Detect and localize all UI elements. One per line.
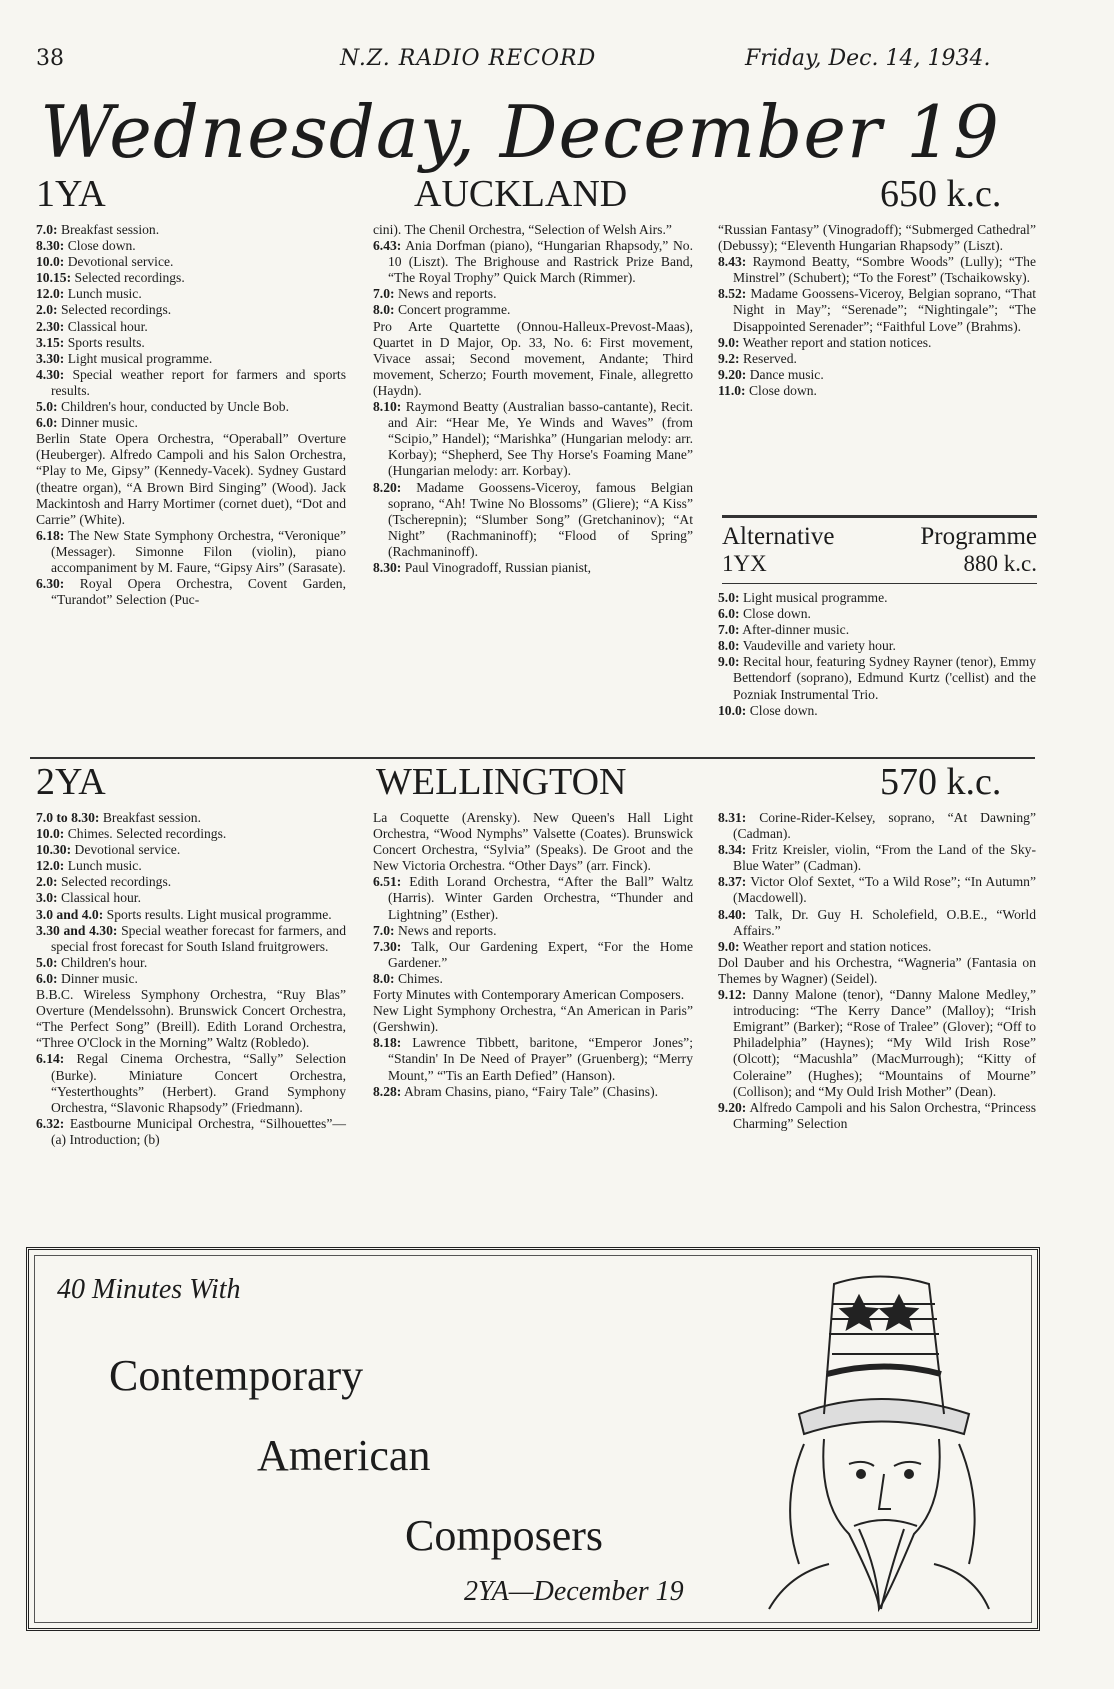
- programme-item: [718, 638, 1036, 654]
- programme-item: [373, 302, 693, 318]
- programme-text: Victor Olof Sextet, “To a Wild Rose”; “In Autumn” (Macdowell).: [733, 874, 1036, 906]
- programme-item: [718, 810, 1036, 842]
- programme-item: [36, 431, 346, 528]
- programme-time: 10.0:: [36, 254, 65, 270]
- programme-time: 8.43:: [718, 254, 747, 270]
- programme-item: [36, 399, 346, 415]
- programme-time: 8.31:: [718, 810, 747, 825]
- programme-time: 3.30 and 4.30:: [36, 922, 118, 938]
- programme-item: [36, 842, 346, 858]
- programme-text: Special weather forecast for farmers, and special frost forecast for South Island fruitgrowers.: [51, 922, 346, 954]
- programme-time: 9.20:: [718, 1099, 747, 1115]
- programme-item: [718, 955, 1036, 987]
- programme-item: [718, 590, 1036, 606]
- alt-freq: 880 k.c.: [963, 551, 1037, 576]
- programme-item: [36, 907, 346, 923]
- programme-item: [373, 222, 693, 238]
- advertisement-box: [26, 1247, 1040, 1631]
- alternative-top-rule: [722, 515, 1037, 518]
- alt-call: 1YX: [722, 551, 767, 576]
- programme-text: Forty Minutes with Contemporary American Composers.: [373, 987, 685, 1003]
- auckland-column-1: [36, 222, 346, 608]
- programme-item: [36, 987, 346, 1051]
- programme-time: 8.30:: [373, 559, 402, 575]
- programme-text: New Light Symphony Orchestra, “An American in Paris” (Gershwin).: [373, 1003, 693, 1035]
- programme-text: Special weather report for farmers and sports results.: [51, 366, 346, 398]
- programme-item: [718, 351, 1036, 367]
- station-freq-2ya: 570 k.c.: [880, 761, 1002, 803]
- programme-item: [36, 1116, 346, 1148]
- programme-item: [36, 222, 346, 238]
- programme-item: [373, 874, 693, 922]
- programme-item: [718, 335, 1036, 351]
- programme-time: 9.2:: [718, 350, 740, 366]
- programme-time: 8.28:: [373, 1083, 402, 1099]
- programme-time: 2.0:: [36, 302, 58, 318]
- programme-item: [36, 238, 346, 254]
- programme-text: Alfredo Campoli and his Salon Orchestra, “Princess Charming” Selection: [733, 1099, 1036, 1131]
- programme-text: Madame Goossens-Viceroy, famous Belgian soprano, “Ah! Twine No Blossoms” (Gliere); “A Kiss” (Tscherepnin); “Slumber Song” (Gretchaninov); “At Night” (Rachmaninoff); “Flood of Spring” (Rachmaninoff).: [388, 479, 693, 559]
- programme-text: La Coquette (Arensky). New Queen's Hall Light Orchestra, “Wood Nymphs” Valsette (Coates). Brunswick Concert Orchestra, “Sylvia” (Speaks). De Groot and the New Victoria Orchestra. “Other Days” (arr. Finck).: [373, 810, 693, 874]
- uncle-sam-illustration: [729, 1264, 1029, 1614]
- programme-time: 8.34:: [718, 842, 747, 858]
- programme-item: [718, 622, 1036, 638]
- programme-time: 8.18:: [373, 1035, 402, 1051]
- programme-time: 8.0:: [718, 638, 740, 654]
- programme-text: Close down.: [67, 238, 136, 254]
- programme-time: 6.0:: [718, 606, 740, 622]
- programme-item: [718, 987, 1036, 1100]
- programme-item: [373, 480, 693, 560]
- programme-time: 8.20:: [373, 479, 402, 495]
- programme-text: After-dinner music.: [742, 622, 850, 638]
- programme-text: Raymond Beatty, “Sombre Woods” (Lully); “The Minstrel” (Schubert); “To the Forest” (Tschaikowsky).: [733, 254, 1036, 286]
- programme-item: [36, 367, 346, 399]
- page-number: 38: [36, 46, 64, 71]
- programme-time: 5.0:: [718, 590, 740, 605]
- auckland-column-2: [373, 222, 693, 576]
- programme-text: Close down.: [748, 382, 817, 398]
- programme-text: “Russian Fantasy” (Vinogradoff); “Submerged Cathedral” (Debussy); “Eleventh Hungarian Rhapsody” (Liszt).: [718, 222, 1036, 254]
- programme-time: 6.32:: [36, 1115, 65, 1131]
- programme-text: Lunch music.: [67, 286, 142, 302]
- programme-text: Weather report and station notices.: [742, 334, 932, 350]
- programme-time: 8.52:: [718, 286, 747, 302]
- programme-item: [36, 923, 346, 955]
- programme-time: 10.15:: [36, 270, 72, 286]
- programme-text: Lunch music.: [67, 858, 142, 874]
- programme-item: [36, 270, 346, 286]
- programme-text: Close down.: [749, 702, 818, 718]
- publication-name: N.Z. RADIO RECORD: [340, 46, 597, 71]
- programme-time: 8.0:: [373, 302, 395, 318]
- programme-item: [718, 383, 1036, 399]
- programme-item: [373, 286, 693, 302]
- day-title: Wednesday, December 19: [40, 90, 1000, 174]
- issue-date: Friday, Dec. 14, 1934.: [745, 46, 991, 71]
- programme-text: Dinner music.: [60, 415, 138, 431]
- programme-item: [373, 987, 693, 1003]
- ad-line-4: Composers: [405, 1511, 603, 1560]
- programme-time: 9.0:: [718, 654, 740, 670]
- programme-text: Chimes. Selected recordings.: [67, 826, 227, 842]
- programme-text: Reserved.: [742, 350, 797, 366]
- programme-text: Selected recordings.: [60, 874, 172, 890]
- station-freq-1ya: 650 k.c.: [880, 173, 1002, 215]
- programme-text: Breakfast session.: [60, 222, 160, 237]
- programme-text: Close down.: [742, 606, 811, 622]
- programme-item: [718, 254, 1036, 286]
- programme-text: Weather report and station notices.: [742, 938, 932, 954]
- programme-item: [373, 1084, 693, 1100]
- programme-text: Edith Lorand Orchestra, “After the Ball” Waltz (Harris). Winter Garden Orchestra, “Thunder and Lightning” (Esther).: [388, 874, 693, 922]
- programme-text: Danny Malone (tenor), “Danny Malone Medley,” introducing: “The Kerry Dance” (Malloy); “Irish Emigrant” (Barker); “Rose of Tralee” (Glover); “Off to Philadelphia” (Haynes); “My Wild Irish Rose” (Olcott); “Macushla” (MacMurrough); “Kitty of Coleraine” (Hughes); “Mountains of Mourne” (Collison); and “My Ould Irish Mother” (Dean).: [733, 987, 1036, 1099]
- programme-item: [718, 606, 1036, 622]
- programme-time: 3.15:: [36, 334, 65, 350]
- programme-text: News and reports.: [397, 286, 497, 302]
- programme-item: [718, 367, 1036, 383]
- programme-time: 2.30:: [36, 318, 65, 334]
- programme-item: [36, 955, 346, 971]
- programme-item: [718, 703, 1036, 719]
- programme-time: 7.0:: [373, 922, 395, 938]
- alternative-sub-rule: [722, 583, 1037, 584]
- programme-time: 9.12:: [718, 987, 747, 1003]
- wellington-column-1: [36, 810, 346, 1148]
- station-call-1ya: 1YA: [36, 173, 106, 215]
- programme-item: [36, 528, 346, 576]
- programme-text: Abram Chasins, piano, “Fairy Tale” (Chasins).: [403, 1083, 658, 1099]
- station-city-auckland: AUCKLAND: [414, 173, 628, 215]
- programme-item: [36, 415, 346, 431]
- station-call-2ya: 2YA: [36, 761, 106, 803]
- programme-text: cini). The Chenil Orchestra, “Selection of Welsh Airs.”: [373, 222, 672, 237]
- programme-text: Lawrence Tibbett, baritone, “Emperor Jones”; “Standin' In De Need of Prayer” (Gruenberg); “Merry Mount,” “'Tis an Earth Defied” (Hanson).: [388, 1035, 693, 1083]
- programme-item: [373, 238, 693, 286]
- programme-text: Classical hour.: [60, 890, 141, 906]
- ad-line-1: 40 Minutes With: [57, 1274, 241, 1305]
- programme-time: 12.0:: [36, 858, 65, 874]
- programme-text: Ania Dorfman (piano), “Hungarian Rhapsody,” No. 10 (Liszt). The Brighouse and Rastrick Prize Band, “The Royal Trophy” Quick March (Rimmer).: [388, 238, 693, 286]
- programme-item: [36, 826, 346, 842]
- programme-time: 8.37:: [718, 874, 747, 890]
- programme-time: 5.0:: [36, 954, 58, 970]
- programme-item: [36, 890, 346, 906]
- wellington-column-3: [718, 810, 1036, 1132]
- programme-text: Devotional service.: [74, 842, 181, 858]
- programme-text: Dance music.: [749, 366, 824, 382]
- programme-time: 5.0:: [36, 399, 58, 415]
- station-city-wellington: WELLINGTON: [376, 761, 627, 803]
- programme-time: 6.14:: [36, 1051, 65, 1067]
- wellington-column-2: [373, 810, 693, 1100]
- programme-time: 7.30:: [373, 938, 402, 954]
- programme-time: 3.0 and 4.0:: [36, 906, 104, 922]
- programme-time: 9.0:: [718, 938, 740, 954]
- programme-time: 6.0:: [36, 415, 58, 431]
- programme-text: Selected recordings.: [60, 302, 172, 318]
- programme-time: 10.30:: [36, 842, 72, 858]
- programme-item: [36, 858, 346, 874]
- alt-title-right: Programme: [920, 523, 1037, 550]
- programme-time: 4.30:: [36, 366, 65, 382]
- programme-item: [36, 286, 346, 302]
- programme-text: Devotional service.: [67, 254, 174, 270]
- section-divider: [30, 757, 1035, 759]
- programme-text: Pro Arte Quartette (Onnou-Halleux-Prevost-Maas), Quartet in D Major, Op. 33, No. 6: First movement, Vivace assai; Second movement, Andante; Third movement, Scherzo; Fourth movement, Finale, allegretto (Haydn).: [373, 318, 693, 398]
- programme-text: Breakfast session.: [102, 810, 202, 825]
- programme-item: [718, 842, 1036, 874]
- programme-text: Selected recordings.: [74, 270, 185, 286]
- programme-text: Talk, Our Gardening Expert, “For the Home Gardener.”: [388, 938, 693, 970]
- programme-item: [718, 874, 1036, 906]
- programme-item: [36, 302, 346, 318]
- programme-item: [36, 874, 346, 890]
- programme-text: Madame Goossens-Viceroy, Belgian soprano, “That Night in May”; “Serenade”; “Nightingale”; “The Disappointed Serenader”; “Faithful Love” (Brahms).: [733, 286, 1037, 334]
- programme-text: Eastbourne Municipal Orchestra, “Silhouettes”—(a) Introduction; (b): [51, 1115, 346, 1147]
- programme-time: 3.30:: [36, 350, 65, 366]
- programme-item: [373, 319, 693, 399]
- programme-item: [373, 1035, 693, 1083]
- programme-time: 3.0:: [36, 890, 58, 906]
- programme-text: Berlin State Opera Orchestra, “Operaball” Overture (Heuberger). Alfredo Campoli and his Salon Orchestra, “Play to Me, Gipsy” (Kennedy-Vacek). Sydney Gustard (theatre organ), “A Brown Bird Singing” (Wood). Jack Mackintosh and Harry Mortimer (cornet duet), “Dot and Carrie” (White).: [36, 431, 346, 527]
- programme-item: [373, 399, 693, 479]
- programme-time: 6.43:: [373, 238, 402, 254]
- alt-title-left: Alternative: [722, 523, 835, 550]
- programme-text: News and reports.: [397, 922, 497, 938]
- programme-time: 10.0:: [718, 702, 747, 718]
- programme-time: 8.30:: [36, 238, 65, 254]
- programme-time: 10.0:: [36, 826, 65, 842]
- programme-text: Light musical programme.: [67, 350, 213, 366]
- programme-text: B.B.C. Wireless Symphony Orchestra, “Ruy Blas” Overture (Mendelssohn). Brunswick Concert Orchestra, “The Perfect Song” (Breill). Edith Lorand Orchestra, “Three O'Clock in the Morning” Waltz (Robledo).: [36, 987, 346, 1051]
- programme-text: Paul Vinogradoff, Russian pianist,: [404, 559, 592, 575]
- programme-item: [36, 1051, 346, 1115]
- programme-text: Fritz Kreisler, violin, “From the Land of the Sky-Blue Water” (Cadman).: [733, 842, 1036, 874]
- programme-text: Vaudeville and variety hour.: [742, 638, 896, 654]
- programme-time: 8.40:: [718, 906, 747, 922]
- auckland-column-3: [718, 222, 1036, 399]
- programme-text: Talk, Dr. Guy H. Scholefield, O.B.E., “World Affairs.”: [733, 906, 1036, 938]
- programme-text: Sports results.: [67, 334, 145, 350]
- programme-item: [36, 335, 346, 351]
- ad-line-2: Contemporary: [109, 1351, 364, 1400]
- programme-item: [718, 907, 1036, 939]
- programme-text: Children's hour, conducted by Uncle Bob.: [60, 399, 289, 415]
- programme-time: 7.0:: [373, 286, 395, 302]
- alternative-list: [718, 590, 1036, 719]
- programme-item: [36, 351, 346, 367]
- programme-text: Sports results. Light musical programme.: [106, 906, 332, 922]
- programme-text: Children's hour.: [60, 954, 148, 970]
- programme-item: [36, 810, 346, 826]
- programme-time: 2.0:: [36, 874, 58, 890]
- programme-text: Royal Opera Orchestra, Covent Garden, “Turandot” Selection (Puc-: [51, 576, 346, 608]
- programme-item: [718, 654, 1036, 702]
- programme-time: 7.0:: [36, 222, 58, 237]
- programme-text: Classical hour.: [67, 318, 148, 334]
- programme-time: 6.0:: [36, 970, 58, 986]
- programme-time: 8.0:: [373, 970, 395, 986]
- programme-text: Light musical programme.: [742, 590, 888, 605]
- programme-item: [36, 971, 346, 987]
- programme-time: 6.30:: [36, 576, 65, 592]
- programme-text: Regal Cinema Orchestra, “Sally” Selection (Burke). Miniature Concert Orchestra, “Yesterthoughts” (Herbert). Grand Symphony Orchestra, “Slavonic Rhapsody” (Friedmann).: [51, 1051, 346, 1115]
- programme-text: Dol Dauber and his Orchestra, “Wagneria” (Fantasia on Themes by Wagner) (Seidel).: [718, 954, 1036, 986]
- programme-text: Concert programme.: [397, 302, 511, 318]
- programme-item: [36, 576, 346, 608]
- programme-item: [373, 1003, 693, 1035]
- programme-text: Dinner music.: [60, 970, 138, 986]
- programme-text: Recital hour, featuring Sydney Rayner (tenor), Emmy Bettendorf (soprano), Edmund Kurtz ('cellist) and the Pozniak Instrumental Trio.: [733, 654, 1036, 702]
- programme-time: 9.0:: [718, 334, 740, 350]
- alternative-programme: [722, 523, 1037, 577]
- programme-time: 7.0:: [718, 622, 740, 638]
- programme-time: 12.0:: [36, 286, 65, 302]
- programme-item: [373, 971, 693, 987]
- programme-item: [718, 286, 1036, 334]
- programme-item: [36, 319, 346, 335]
- programme-time: 9.20:: [718, 366, 747, 382]
- programme-time: 8.10:: [373, 399, 402, 415]
- programme-item: [373, 923, 693, 939]
- programme-item: [36, 254, 346, 270]
- ad-line-5: 2YA—December 19: [464, 1576, 684, 1607]
- programme-time: 6.18:: [36, 527, 65, 543]
- programme-text: Raymond Beatty (Australian basso-cantante), Recit. and Air: “Hear Me, Ye Winds and Waves” (from “Scipio,” Handel); “Marishka” (Hungarian melody: arr. Korbay); “Shepherd, See Thy Horse's Foaming Mane” (Hungarian melody: arr. Korbay).: [388, 399, 693, 479]
- programme-item: [373, 810, 693, 874]
- programme-time: 6.51:: [373, 874, 402, 890]
- programme-item: [373, 560, 693, 576]
- programme-time: 11.0:: [718, 382, 746, 398]
- programme-text: Chimes.: [397, 970, 443, 986]
- programme-item: [373, 939, 693, 971]
- programme-item: [718, 1100, 1036, 1132]
- programme-item: [718, 939, 1036, 955]
- programme-text: The New State Symphony Orchestra, “Veronique” (Messager). Simonne Filon (violin), piano accompaniment by M. Faure, “Gipsy Airs” (Sarasate).: [51, 527, 347, 575]
- programme-item: [718, 222, 1036, 254]
- programme-text: Corine-Rider-Kelsey, soprano, “At Dawning” (Cadman).: [733, 810, 1036, 842]
- ad-line-3: American: [257, 1431, 431, 1480]
- programme-time: 7.0 to 8.30:: [36, 810, 100, 825]
